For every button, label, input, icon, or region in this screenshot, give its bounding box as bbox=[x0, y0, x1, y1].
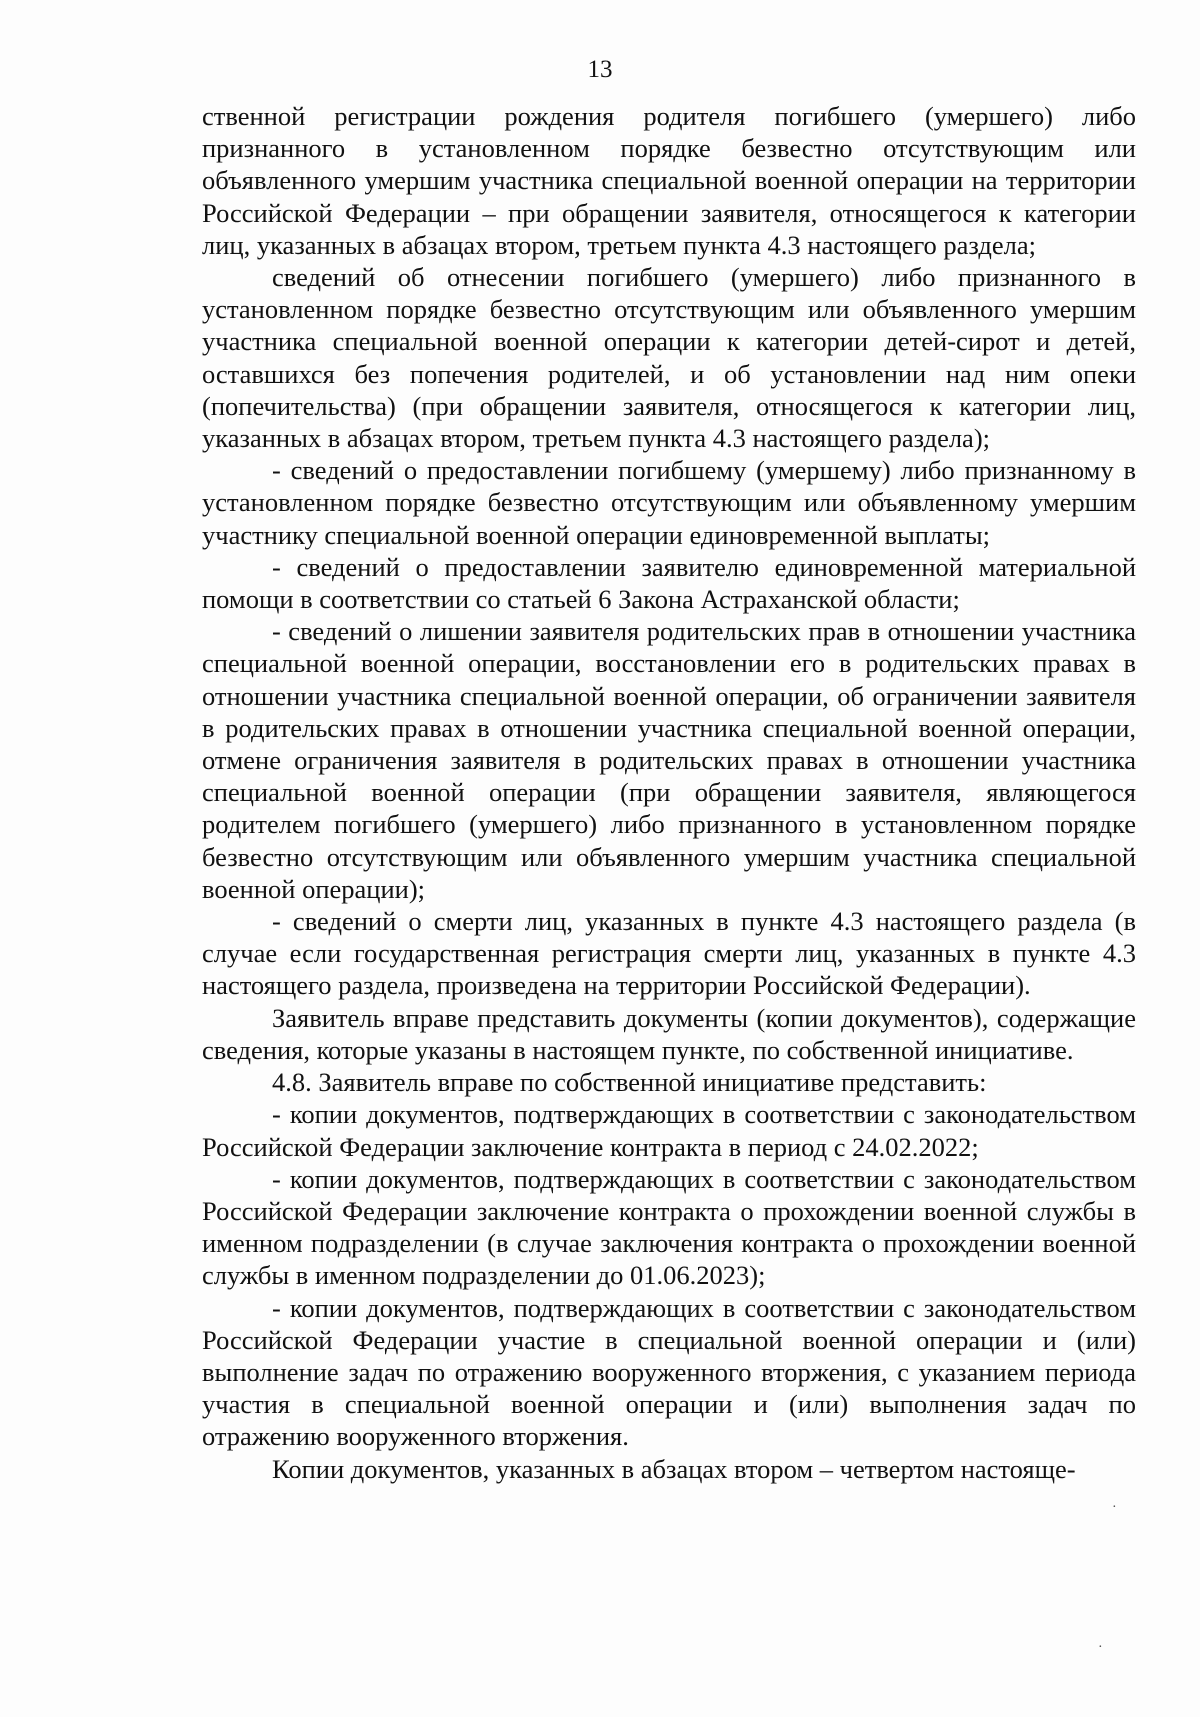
paragraph: Копии документов, указанных в абзацах втором – четвертом настояще- bbox=[272, 1453, 1076, 1484]
paragraph: - копии документов, подтверждающих в соответствии с законодательством Российской Федерации участие в специальной военной операции и (или) выполнение задач по отражению вооруженного вторжения, с указанием периода участия в специальной военной операции и (или) выполнения задач по отражению вооруженного вторжения. bbox=[202, 1292, 1136, 1452]
paragraph: - копии документов, подтверждающих в соответствии с законодательством Российской Федерации заключение контракта в период с 24.02.2022; bbox=[202, 1099, 1136, 1162]
document-body bbox=[202, 100, 1136, 1485]
paragraph: - сведений о смерти лиц, указанных в пункте 4.3 настоящего раздела (в случае если государственная регистрация смерти лиц, указанных в пункте 4.3 настоящего раздела, произведена на территории Российской Федерации). bbox=[202, 906, 1136, 1001]
section-heading-paragraph: 4.8. Заявитель вправе по собственной инициативе представить: bbox=[272, 1067, 987, 1098]
scan-speck: · bbox=[1098, 1640, 1103, 1655]
paragraph: - копии документов, подтверждающих в соответствии с законодательством Российской Федерации заключение контракта о прохождении военной службы в именном подразделении (в случае заключения контракта о прохождении военной службы в именном подразделении до 01.06.2023); bbox=[202, 1163, 1136, 1291]
page-number: 13 bbox=[587, 56, 613, 83]
paragraph: - сведений о предоставлении погибшему (умершему) либо признанному в установленном порядке безвестно отсутствующим или объявленному умершим участнику специальной военной операции единовременной выплаты; bbox=[202, 455, 1136, 550]
paragraph-continuation: ственной регистрации рождения родителя погибшего (умершего) либо признанного в установленном порядке безвестно отсутствующим или объявленного умершим участника специальной военной операции на территории Российской Федерации – при обращении заявителя, относящегося к категории лиц, указанных в абзацах втором, третьем пункта 4.3 настоящего раздела; bbox=[202, 101, 1136, 260]
scan-speck: · bbox=[1112, 1500, 1117, 1515]
paragraph: - сведений о предоставлении заявителю единовременной материальной помощи в соответствии со статьей 6 Закона Астраханской области; bbox=[202, 551, 1136, 615]
paragraph: - сведений о лишении заявителя родительских прав в отношении участника специальной военной операции, восстановлении его в родительских правах в отношении участника специальной военной операции, об ограничении заявителя в родительских правах в отношении участника специальной военной операции, отмене ограничения заявителя в родительских правах в отношении участника специальной военной операции (при обращении заявителя, являющегося родителем погибшего (умершего) либо признанного в установленном порядке безвестно отсутствующим или объявленного умершим участника специальной военной операции); bbox=[202, 616, 1136, 904]
paragraph: сведений об отнесении погибшего (умершего) либо признанного в установленном порядке безвестно отсутствующим или объявленного умершим участника специальной военной операции к категории детей-сирот и детей, оставшихся без попечения родителей, и об установлении над ним опеки (попечительства) (при обращении заявителя, относящегося к категории лиц, указанных в абзацах втором, третьем пункта 4.3 настоящего раздела); bbox=[202, 262, 1136, 454]
paragraph: Заявитель вправе представить документы (копии документов), содержащие сведения, которые указаны в настоящем пункте, по собственной инициативе. bbox=[202, 1002, 1136, 1065]
